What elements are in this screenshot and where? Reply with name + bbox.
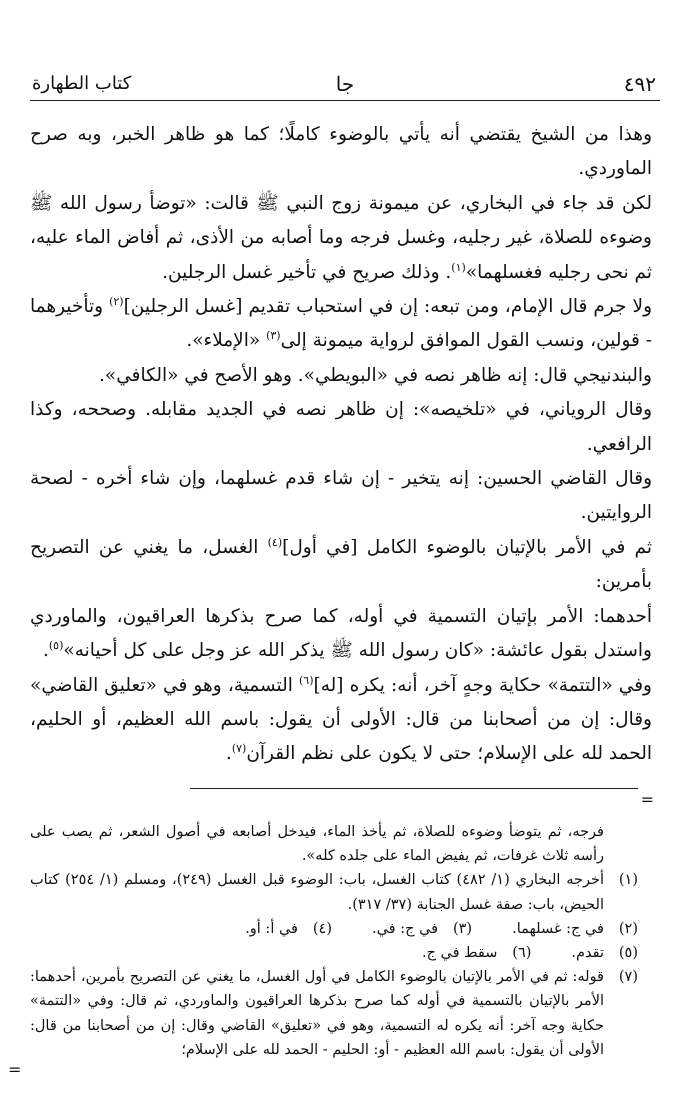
paragraph-text: وقال الروياني، في «تلخيصه»: إن ظاهر نصه في الجديد مقابله. وصححه، وكذا الرافعي.: [30, 399, 652, 455]
paragraph-2: [30, 187, 652, 290]
paragraph-text: وفي «التتمة» حكاية وجهٍ آخر، أنه: يكره [له]: [313, 674, 652, 696]
paragraph-text: «الإملاء».: [186, 330, 267, 352]
footnote-text: فرجه، ثم يتوضأ وضوءه للصلاة، ثم يأخذ الماء، فيدخل أصابعه في أصول الشعر، ثم يصب على رأسه ثلاث غرفات، ثم يفيض الماء على جلده كله».: [30, 824, 604, 865]
footnote-continuation: [30, 820, 638, 868]
footnote-text: في ج: في.: [371, 920, 439, 937]
paragraph-text: وتأخيرهما - قولين، ونسب القول الموافق لرواية ميمونة إلى: [30, 296, 652, 352]
footnote-1: [30, 868, 638, 916]
paragraph-text: .: [225, 743, 232, 765]
paragraph-8: [30, 600, 652, 669]
footnote-continues-mark: =: [8, 1060, 22, 1079]
paragraph-text: وقال القاضي الحسين: إنه يتخير - إن شاء قدم غسلهما، وإن شاء أخره - لصحة الروايتين.: [30, 468, 652, 524]
footnote-ref: (٦): [299, 673, 314, 687]
paragraph-5: [30, 393, 652, 462]
footnote-text: سقط في ج.: [421, 945, 498, 962]
footnote-text: قوله: ثم في الأمر بالإتيان بالوضوء الكامل في أول الغسل، ما يغني عن التصريح بأمرين، أحدهما: الأمر بالإتيان بالتسمية في أوله كما صرح بذكرها العراقيون والماوردي، ثم قال: وفي «التتمة» حكاية وجه آخر: أنه يكره له التسمية، وهو في «تعليق» القاضي وقال: إن من أصحابنا من قال: الأولى أن يقول: باسم الله العظيم - أو: الحليم - الحمد لله على الإسلام؛: [30, 969, 604, 1058]
footnote-number: (٥): [618, 945, 638, 962]
footnote-number: (٤): [312, 920, 332, 937]
paragraph-text: . وذلك صريح في تأخير غسل الرجلين.: [162, 261, 452, 283]
paragraph-4: [30, 359, 652, 393]
paragraph-text: لكن قد جاء في البخاري، عن ميمونة زوج النبي ﷺ قالت: «توضأ رسول الله ﷺ وضوءه للصلاة، غير رجليه، وغسل فرجه وما أصابه من الأذى، ثم أفاض الماء عليه، ثم نحى رجليه فغسلهما»: [30, 192, 652, 283]
main-text: [30, 118, 652, 772]
paragraph-text: والبندنيجي قال: إنه ظاهر نصه في «البويطي». وهو الأصح في «الكافي».: [99, 364, 652, 386]
footnote-text: في أ: أو.: [245, 920, 298, 937]
footnote-number: (١): [618, 872, 638, 889]
footnote-row-5-6: [30, 941, 638, 965]
header-rule: [30, 100, 660, 101]
paragraph-3: [30, 290, 652, 359]
footnotes: [30, 820, 638, 1062]
footnote-separator: [190, 788, 638, 789]
paragraph-text: .: [42, 640, 49, 662]
footnote-ref: (٧): [231, 742, 247, 756]
page-number: ٤٩٢: [623, 72, 656, 96]
footnote-ref: (٢): [109, 294, 124, 308]
footnote-7: [30, 965, 638, 1062]
paragraph-6: [30, 462, 652, 531]
paragraph-text: ثم في الأمر بالإتيان بالوضوء الكامل [في أول]: [282, 536, 652, 558]
volume-label: جا: [335, 72, 355, 96]
footnote-number: (٦): [512, 945, 532, 962]
paragraph-text: ولا جرم قال الإمام، ومن تبعه: إن في استحباب تقديم [غسل الرجلين]: [123, 296, 652, 318]
footnote-text: أخرجه البخاري (١/ ٤٨٢) كتاب الغسل، باب: الوضوء قبل الغسل (٢٤٩)، ومسلم (١/ ٢٥٤) كتاب الحيض، باب: صفة غسل الجنابة (٣٧/ ٣١٧).: [30, 872, 604, 913]
footnote-text: تقدم.: [571, 945, 604, 962]
footnote-number: (٧): [618, 969, 638, 986]
footnote-number: (٣): [452, 920, 473, 937]
footnote-text: في ج: غسلهما.: [512, 920, 604, 937]
paragraph-1: [30, 118, 652, 187]
continuation-mark: =: [640, 790, 654, 809]
paragraph-text: التسمية، وهو في «تعليق القاضي» وقال: إن من أصحابنا من قال: الأولى أن يقول: باسم الله العظيم، أو الحليم، الحمد لله على الإسلام؛ حتى لا يكون على نظم القرآن: [30, 674, 652, 765]
paragraph-7: [30, 531, 652, 600]
footnote-number: (٢): [618, 920, 638, 937]
footnote-ref: (٥): [48, 638, 64, 652]
paragraph-9: [30, 669, 652, 772]
page-header: [30, 72, 660, 96]
book-title: كتاب الطهارة: [32, 73, 132, 94]
paragraph-text: الغسل، ما يغني عن التصريح بأمرين:: [30, 536, 652, 593]
footnote-ref: (٣): [266, 329, 281, 343]
footnote-ref: (٤): [267, 535, 283, 549]
footnote-row-2-4: [30, 917, 638, 941]
footnote-ref: (١): [451, 260, 466, 274]
paragraph-text: أحدهما: الأمر بإتيان التسمية في أوله، كما صرح بذكرها العراقيون، والماوردي واستدل بقول عائشة: «كان رسول الله ﷺ يذكر الله عز وجل على كل أحيانه»: [30, 605, 652, 662]
paragraph-text: وهذا من الشيخ يقتضي أنه يأتي بالوضوء كاملًا؛ كما هو ظاهر الخبر، وبه صرح الماوردي.: [30, 124, 652, 180]
